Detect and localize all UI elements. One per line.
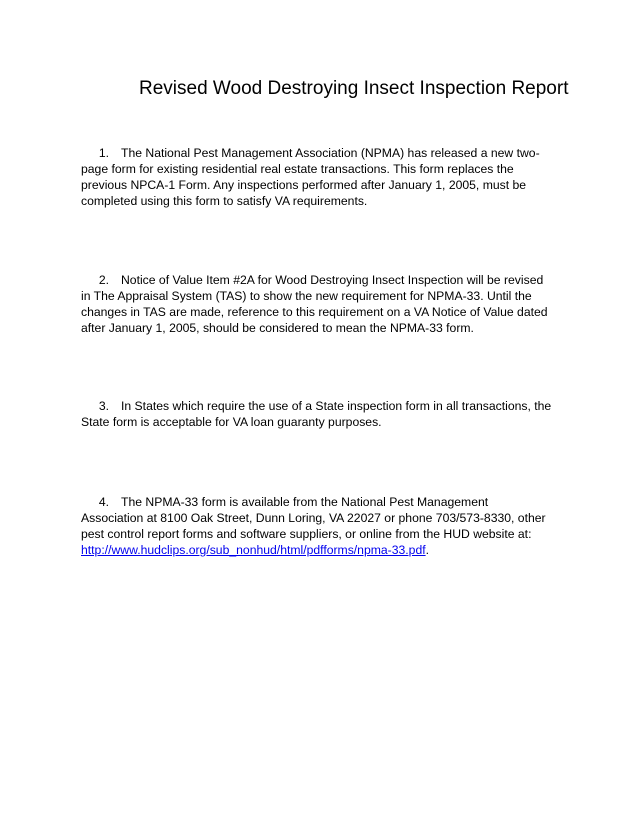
item-text: In States which require the use of a State inspection form in all transactions, the State form is acceptable for VA loan guaranty purposes. (81, 399, 552, 429)
item-number: 4. (98, 495, 109, 509)
item-text: The NPMA-33 form is available from the National Pest Management Association at 8100 Oak Street, Dunn Loring, VA 22027 or phone 703/573-8330, other pest control report forms and software suppliers, or online from the HUD website at: (81, 495, 546, 541)
item-number: 2. (98, 273, 109, 287)
item-number: 1. (98, 146, 109, 160)
list-item-4 (81, 494, 553, 558)
list-item-2 (81, 272, 553, 336)
list-item-3 (81, 398, 553, 430)
npma-33-pdf-link[interactable]: http://www.hudclips.org/sub_nonhud/html/pdfforms/npma-33.pdf (81, 543, 426, 557)
item-number: 3. (98, 399, 109, 413)
list-item-1 (81, 145, 553, 209)
item-text: Notice of Value Item #2A for Wood Destroying Insect Inspection will be revised in The Appraisal System (TAS) to show the new requirement for NPMA-33. Until the changes in TAS are made, reference to this requirement on a VA Notice of Value dated after January 1, 2005, should be considered to mean the NPMA-33 form. (81, 273, 548, 335)
item-text: The National Pest Management Association (NPMA) has released a new two-page form for existing residential real estate transactions. This form replaces the previous NPCA-1 Form. Any inspections performed after January 1, 2005, must be completed using this form to satisfy VA requirements. (81, 146, 540, 208)
document-title: Revised Wood Destroying Insect Inspection Report (139, 78, 569, 99)
item-trailing-period: . (425, 543, 429, 557)
